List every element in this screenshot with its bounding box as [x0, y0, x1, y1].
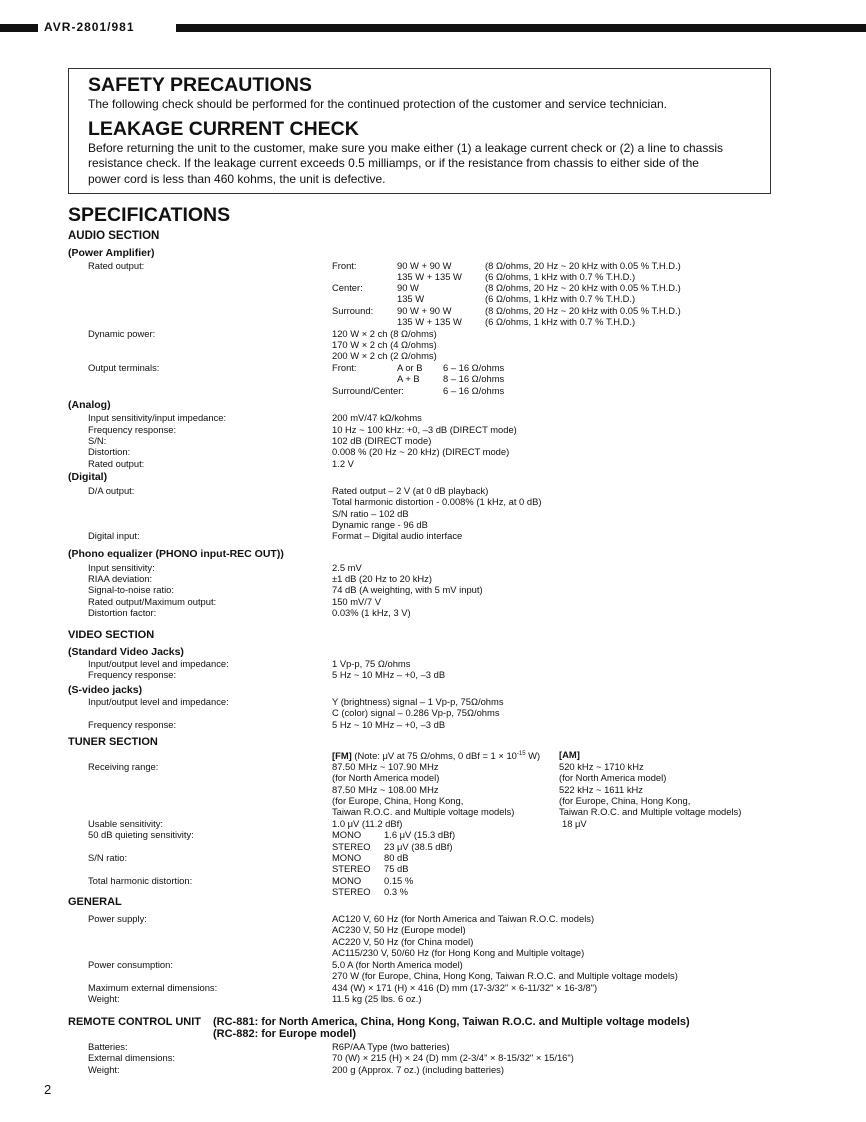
fm-header: [FM]	[332, 750, 352, 762]
rated-power: 90 W + 90 W	[397, 305, 452, 316]
weight-value: 11.5 kg (25 lbs. 6 oz.)	[332, 993, 422, 1004]
power-consumption-label: Power consumption:	[88, 959, 173, 970]
terminal-impedance: 6 – 16 Ω/ohms	[443, 385, 505, 396]
am-range: (for North America model)	[559, 772, 667, 783]
fm-note-exp: -15	[516, 751, 526, 757]
sn-value: 80 dB	[384, 852, 409, 863]
rated-channel: Surround:	[332, 305, 374, 316]
video-section-title: VIDEO SECTION	[68, 629, 155, 641]
terminal-impedance: 6 – 16 Ω/ohms	[443, 362, 505, 373]
phono-value: 0.03% (1 kHz, 3 V)	[332, 607, 411, 618]
da-output-label: D/A output:	[88, 485, 135, 496]
rated-power: 135 W + 135 W	[397, 271, 462, 282]
quieting-value: 23 μV (38.5 dBf)	[384, 841, 453, 852]
quieting-label: 50 dB quieting sensitivity:	[88, 829, 194, 840]
phono-heading: (Phono equalizer (PHONO input-REC OUT))	[68, 548, 284, 560]
fm-range: (for Europe, China, Hong Kong,	[332, 795, 464, 806]
rated-condition: (8 Ω/ohms, 20 Hz ~ 20 kHz with 0.05 % T.H.D.)	[485, 260, 681, 271]
svideo-level-label: Input/output level and impedance:	[88, 696, 229, 707]
terminal-mode: A or B	[397, 362, 423, 373]
analog-value: 0.008 % (20 Hz ~ 20 kHz) (DIRECT mode)	[332, 446, 510, 457]
quieting-mode: STEREO	[332, 841, 371, 852]
phono-value: 150 mV/7 V	[332, 596, 381, 607]
rated-power: 135 W + 135 W	[397, 316, 462, 327]
am-header: [AM]	[559, 749, 580, 760]
quieting-mode: MONO	[332, 829, 362, 840]
thd-value: 0.15 %	[384, 875, 414, 886]
am-range: 522 kHz ~ 1611 kHz	[559, 784, 643, 795]
video-label: Frequency response:	[88, 669, 177, 680]
remote-label: Weight:	[88, 1064, 120, 1075]
power-supply-value: AC220 V, 50 Hz (for China model)	[332, 936, 474, 947]
output-terminals-label: Output terminals:	[88, 362, 160, 373]
dynamic-power-value: 170 W × 2 ch (4 Ω/ohms)	[332, 339, 437, 350]
power-supply-value: AC230 V, 50 Hz (Europe model)	[332, 924, 466, 935]
safety-box	[68, 68, 771, 194]
rated-channel: Center:	[332, 282, 363, 293]
fm-header-line	[332, 749, 540, 762]
remote-model: (RC-881: for North America, China, Hong Kong, Taiwan R.O.C. and Multiple voltage models)	[213, 1016, 690, 1028]
receiving-range-label: Receiving range:	[88, 761, 159, 772]
phono-value: ±1 dB (20 Hz to 20 kHz)	[332, 573, 432, 584]
fm-note-end: W)	[525, 750, 541, 762]
usable-sensitivity-label: Usable sensitivity:	[88, 818, 164, 829]
da-output-value: Dynamic range - 96 dB	[332, 519, 428, 530]
rated-channel: Front:	[332, 260, 357, 271]
phono-label: Distortion factor:	[88, 607, 157, 618]
video-value: 1 Vp-p, 75 Ω/ohms	[332, 658, 411, 669]
power-supply-value: AC120 V, 60 Hz (for North America and Taiwan R.O.C. models)	[332, 913, 595, 924]
power-consumption-value: 270 W (for Europe, China, Hong Kong, Taiwan R.O.C. and Multiple voltage models)	[332, 970, 678, 981]
remote-value: 70 (W) × 215 (H) × 24 (D) mm (2-3/4" × 8-15/32" × 15/16")	[332, 1052, 574, 1063]
am-range: (for Europe, China, Hong Kong,	[559, 795, 691, 806]
leakage-title: LEAKAGE CURRENT CHECK	[88, 117, 359, 140]
tuner-section-title: TUNER SECTION	[68, 736, 158, 748]
phono-label: RIAA deviation:	[88, 573, 153, 584]
fm-range: 87.50 MHz ~ 108.00 MHz	[332, 784, 439, 795]
leakage-line: resistance check. If the leakage current exceeds 0.5 milliamps, or if the resistance from chassis to either side of the	[88, 156, 699, 170]
sn-mode: STEREO	[332, 863, 371, 874]
rated-power: 90 W + 90 W	[397, 260, 452, 271]
power-supply-label: Power supply:	[88, 913, 147, 924]
dynamic-power-label: Dynamic power:	[88, 328, 156, 339]
power-supply-value: AC115/230 V, 50/60 Hz (for Hong Kong and Multiple voltage)	[332, 947, 585, 958]
analog-label: Distortion:	[88, 446, 131, 457]
leakage-line: power cord is less than 460 kohms, the unit is defective.	[88, 171, 386, 186]
phono-label: Input sensitivity:	[88, 562, 155, 573]
rated-power: 90 W	[397, 282, 419, 293]
analog-heading: (Analog)	[68, 399, 111, 411]
analog-value: 200 mV/47 kΩ/kohms	[332, 412, 422, 423]
rated-condition: (6 Ω/ohms, 1 kHz with 0.7 % T.H.D.)	[485, 316, 636, 327]
thd-mode: STEREO	[332, 886, 371, 897]
rated-condition: (8 Ω/ohms, 20 Hz ~ 20 kHz with 0.05 % T.H.D.)	[485, 282, 681, 293]
analog-value: 10 Hz ~ 100 kHz: +0, –3 dB (DIRECT mode)	[332, 424, 517, 435]
terminal-mode: A + B	[397, 373, 420, 384]
video-label: Input/output level and impedance:	[88, 658, 229, 669]
safety-title: SAFETY PRECAUTIONS	[88, 74, 312, 96]
dynamic-power-value: 120 W × 2 ch (8 Ω/ohms)	[332, 328, 437, 339]
video-value: 5 Hz ~ 10 MHz – +0, –3 dB	[332, 669, 446, 680]
page-number: 2	[44, 1082, 52, 1097]
phono-value: 74 dB (A weighting, with 5 mV input)	[332, 584, 483, 595]
header-bar-right	[176, 24, 866, 32]
svideo-level-value: C (color) signal – 0.286 Vp-p, 75Ω/ohms	[332, 707, 500, 718]
analog-value: 1.2 V	[332, 458, 354, 469]
thd-value: 0.3 %	[384, 886, 408, 897]
general-section-title: GENERAL	[68, 896, 122, 908]
dimensions-label: Maximum external dimensions:	[88, 982, 218, 993]
sn-mode: MONO	[332, 852, 362, 863]
phono-label: Signal-to-noise ratio:	[88, 584, 174, 595]
model-title: AVR-2801/981	[44, 20, 135, 34]
audio-section-title: AUDIO SECTION	[68, 230, 160, 242]
standard-video-heading: (Standard Video Jacks)	[68, 646, 184, 658]
svideo-heading: (S-video jacks)	[68, 684, 143, 696]
header-bar-left	[0, 24, 38, 32]
da-output-value: Rated output – 2 V (at 0 dB playback)	[332, 485, 489, 496]
thd-mode: MONO	[332, 875, 362, 886]
usable-sensitivity-fm: 1.0 μV (11.2 dBf)	[332, 818, 403, 829]
phono-value: 2.5 mV	[332, 562, 362, 573]
fm-range: (for North America model)	[332, 772, 440, 783]
sn-ratio-label: S/N ratio:	[88, 852, 128, 863]
svideo-freq-value: 5 Hz ~ 10 MHz – +0, –3 dB	[332, 719, 446, 730]
digital-heading: (Digital)	[68, 471, 108, 483]
remote-model: (RC-882: for Europe model)	[213, 1028, 357, 1040]
leakage-line: Before returning the unit to the customer, make sure you make either (1) a leakage current check or (2) a line to chassis	[88, 140, 723, 155]
analog-label: Frequency response:	[88, 424, 177, 435]
remote-label: External dimensions:	[88, 1052, 176, 1063]
da-output-value: S/N ratio – 102 dB	[332, 508, 409, 519]
fm-range: Taiwan R.O.C. and Multiple voltage models)	[332, 806, 515, 817]
power-consumption-value: 5.0 A (for North America model)	[332, 959, 463, 970]
dimensions-value: 434 (W) × 171 (H) × 416 (D) mm (17-3/32" × 6-11/32" × 16-3/8")	[332, 982, 598, 993]
am-range: Taiwan R.O.C. and Multiple voltage models)	[559, 806, 742, 817]
analog-label: Input sensitivity/input impedance:	[88, 412, 227, 423]
terminal-channel: Front:	[332, 362, 357, 373]
terminal-impedance: 8 – 16 Ω/ohms	[443, 373, 505, 384]
sn-value: 75 dB	[384, 863, 409, 874]
remote-value: 200 g (Approx. 7 oz.) (including batteries)	[332, 1064, 504, 1075]
thd-label: Total harmonic distortion:	[88, 875, 193, 886]
usable-sensitivity-am: 18 μV	[562, 818, 587, 829]
fm-range: 87.50 MHz ~ 107.90 MHz	[332, 761, 439, 772]
remote-label: Batteries:	[88, 1041, 128, 1052]
analog-label: S/N:	[88, 435, 107, 446]
svideo-level-value: Y (brightness) signal – 1 Vp-p, 75Ω/ohms	[332, 696, 504, 707]
safety-intro: The following check should be performed for the continued protection of the customer and service technician.	[88, 97, 667, 111]
remote-section-title: REMOTE CONTROL UNIT	[68, 1016, 202, 1028]
digital-input-label: Digital input:	[88, 530, 140, 541]
rated-power: 135 W	[397, 293, 425, 304]
specifications-title: SPECIFICATIONS	[68, 204, 231, 226]
digital-input-value: Format – Digital audio interface	[332, 530, 463, 541]
fm-note: (Note: μV at 75 Ω/ohms, 0 dBf = 1 × 10	[354, 750, 517, 762]
rated-condition: (6 Ω/ohms, 1 kHz with 0.7 % T.H.D.)	[485, 271, 636, 282]
rated-condition: (6 Ω/ohms, 1 kHz with 0.7 % T.H.D.)	[485, 293, 636, 304]
dynamic-power-value: 200 W × 2 ch (2 Ω/ohms)	[332, 350, 437, 361]
phono-label: Rated output/Maximum output:	[88, 596, 217, 607]
quieting-value: 1.6 μV (15.3 dBf)	[384, 829, 456, 840]
weight-label: Weight:	[88, 993, 120, 1004]
rated-condition: (8 Ω/ohms, 20 Hz ~ 20 kHz with 0.05 % T.H.D.)	[485, 305, 681, 316]
analog-label: Rated output:	[88, 458, 145, 469]
svideo-freq-label: Frequency response:	[88, 719, 177, 730]
rated-output-label: Rated output:	[88, 260, 145, 271]
am-range: 520 kHz ~ 1710 kHz	[559, 761, 644, 772]
terminal-channel: Surround/Center:	[332, 385, 404, 396]
power-amplifier-heading: (Power Amplifier)	[68, 247, 155, 259]
da-output-value: Total harmonic distortion - 0.008% (1 kHz, at 0 dB)	[332, 496, 542, 507]
remote-value: R6P/AA Type (two batteries)	[332, 1041, 450, 1052]
analog-value: 102 dB (DIRECT mode)	[332, 435, 432, 446]
